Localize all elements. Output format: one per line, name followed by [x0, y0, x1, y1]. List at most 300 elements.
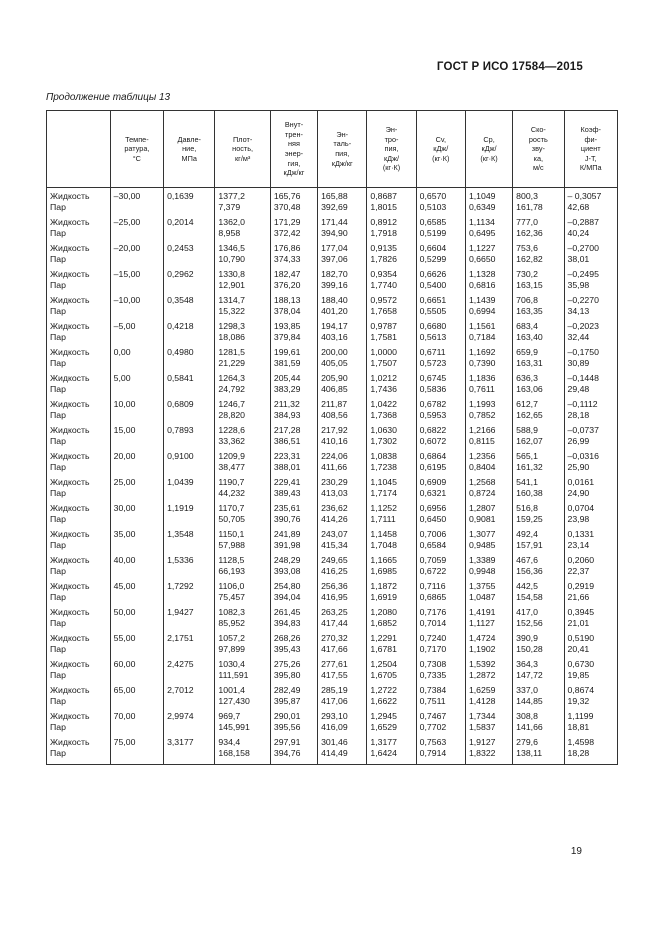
- cell-temp: [110, 527, 163, 553]
- column-header-line: Cp,: [483, 134, 495, 144]
- cell-value: 0,6711: [419, 347, 446, 357]
- cell-value: 1,1665: [370, 555, 397, 565]
- cell-phase: [47, 527, 111, 553]
- cell-value: Жидкость: [50, 581, 90, 591]
- cell-value: –0,1112: [567, 399, 598, 409]
- cell-pressure: [164, 709, 215, 735]
- cell-entropy: [367, 371, 416, 397]
- cell-value: 20,41: [567, 644, 590, 655]
- cell-value: 248,29: [273, 555, 301, 565]
- cell-cv: [416, 267, 465, 293]
- table-row: [47, 657, 618, 683]
- cell-value: –0,2495: [567, 269, 599, 279]
- cell-value: Жидкость: [50, 269, 90, 279]
- cell-value: Пар: [50, 410, 66, 421]
- column-header-line: фи-: [584, 134, 598, 144]
- cell-value: 0,5103: [419, 202, 447, 213]
- cell-value: 163,35: [516, 306, 543, 317]
- cell-value: 1,7436: [370, 384, 397, 395]
- cell-value: 188,13: [273, 295, 301, 305]
- cell-value: 1106,0: [218, 581, 245, 591]
- cell-value: 235,61: [273, 503, 301, 513]
- cell-cp: [465, 267, 512, 293]
- cell-value: 157,91: [516, 540, 543, 551]
- cell-value: 1,5837: [468, 722, 496, 733]
- cell-entropy: [367, 345, 416, 371]
- cell-value: 394,83: [273, 618, 301, 629]
- cell-jt: [564, 527, 617, 553]
- cell-value: 163,31: [516, 358, 543, 369]
- cell-sound: [513, 449, 564, 475]
- cell-value: 1,2080: [370, 607, 397, 617]
- cell-value: 0,9948: [468, 566, 496, 577]
- cell-value: Пар: [50, 540, 66, 551]
- cell-pressure: [164, 267, 215, 293]
- cell-sound: [513, 709, 564, 735]
- cell-cv: [416, 449, 465, 475]
- column-header-line: кг/м³: [234, 153, 251, 163]
- cell-phase: [47, 215, 111, 241]
- cell-value: 492,4: [516, 529, 538, 539]
- cell-enthalpy: [318, 293, 367, 319]
- table-row: [47, 709, 618, 735]
- cell-value: 0,5723: [419, 358, 447, 369]
- cell-phase: [47, 735, 111, 765]
- table-row: [47, 553, 618, 579]
- cell-entropy: [367, 397, 416, 423]
- cell-sound: [513, 293, 564, 319]
- column-header-line: пия,: [384, 144, 399, 154]
- cell-value: 0,7852: [468, 410, 496, 421]
- cell-temp: [110, 631, 163, 657]
- cell-entropy: [367, 501, 416, 527]
- cell-value: Пар: [50, 254, 66, 265]
- cell-jt: [564, 449, 617, 475]
- cell-sound: [513, 188, 564, 216]
- cell-value: 1,2807: [468, 503, 496, 513]
- cell-density: [215, 501, 270, 527]
- cell-sound: [513, 215, 564, 241]
- cell-value: 1,0838: [370, 451, 397, 461]
- cell-value: 0,7511: [419, 696, 446, 707]
- cell-value: 588,9: [516, 425, 538, 435]
- cell-enthalpy: [318, 657, 367, 683]
- cell-value: 0,6865: [419, 592, 447, 603]
- cell-value: 1,1049: [468, 191, 496, 201]
- cell-value: –10,00: [113, 295, 141, 305]
- cell-value: 0,8724: [468, 488, 496, 499]
- cell-cv: [416, 241, 465, 267]
- cell-density: [215, 397, 270, 423]
- cell-value: 254,80: [273, 581, 301, 591]
- cell-value: 391,98: [273, 540, 301, 551]
- cell-energy: [270, 267, 317, 293]
- cell-density: [215, 735, 270, 765]
- cell-value: Пар: [50, 384, 66, 395]
- cell-energy: [270, 657, 317, 683]
- column-header-line: няя: [288, 139, 300, 149]
- cell-value: 1,2945: [370, 711, 397, 721]
- cell-value: Пар: [50, 280, 66, 291]
- cell-entropy: [367, 683, 416, 709]
- cell-pressure: [164, 657, 215, 683]
- cell-pressure: [164, 345, 215, 371]
- cell-value: 1,1902: [468, 644, 496, 655]
- cell-phase: [47, 267, 111, 293]
- cell-value: Жидкость: [50, 685, 90, 695]
- column-header-line: ка,: [533, 153, 544, 163]
- cell-value: 0,9100: [167, 451, 194, 461]
- cell-enthalpy: [318, 709, 367, 735]
- cell-value: 1346,5: [218, 243, 245, 253]
- cell-value: 0,6909: [419, 477, 447, 487]
- cell-sound: [513, 527, 564, 553]
- column-header-line: Давле-: [177, 134, 201, 144]
- cell-value: 28,18: [567, 410, 590, 421]
- cell-temp: [110, 605, 163, 631]
- cell-value: 217,92: [321, 425, 348, 435]
- cell-value: Жидкость: [50, 711, 90, 721]
- cell-energy: [270, 215, 317, 241]
- cell-value: 1,0487: [468, 592, 496, 603]
- cell-value: 162,65: [516, 410, 543, 421]
- column-header-line: энер-: [284, 149, 304, 158]
- cell-temp: [110, 579, 163, 605]
- cell-value: 24,90: [567, 488, 590, 499]
- cell-value: 1,1439: [468, 295, 496, 305]
- cell-value: 0,8115: [468, 436, 495, 447]
- cell-value: Пар: [50, 514, 66, 525]
- cell-value: 1,2722: [370, 685, 397, 695]
- cell-density: [215, 241, 270, 267]
- cell-value: 1,8015: [370, 202, 397, 213]
- cell-value: 0,3548: [167, 295, 194, 305]
- cell-value: 25,90: [567, 462, 590, 473]
- cell-value: 659,9: [516, 347, 538, 357]
- cell-value: 1,6705: [370, 670, 397, 681]
- cell-value: 75,00: [113, 737, 136, 747]
- cell-value: 156,36: [516, 566, 543, 577]
- cell-pressure: [164, 293, 215, 319]
- cell-energy: [270, 631, 317, 657]
- column-header: [47, 111, 111, 188]
- cell-value: 0,9354: [370, 269, 397, 279]
- cell-value: 165,76: [273, 191, 301, 201]
- cell-value: –30,00: [113, 191, 141, 201]
- cell-value: 18,81: [567, 722, 590, 733]
- column-header-line: зву-: [531, 144, 545, 154]
- cell-value: 969,7: [218, 711, 241, 721]
- cell-value: 8,958: [218, 228, 241, 239]
- table-row: [47, 449, 618, 475]
- cell-enthalpy: [318, 371, 367, 397]
- cell-value: 0,7170: [419, 644, 447, 655]
- cell-value: 417,55: [321, 670, 348, 681]
- cell-sound: [513, 319, 564, 345]
- cell-value: 144,85: [516, 696, 543, 707]
- cell-cp: [465, 449, 512, 475]
- cell-value: 3,3177: [167, 737, 194, 747]
- cell-value: 394,90: [321, 228, 348, 239]
- cell-value: Жидкость: [50, 555, 90, 565]
- cell-value: 0,7563: [419, 737, 447, 747]
- cell-jt: [564, 735, 617, 765]
- cell-value: 1298,3: [218, 321, 245, 331]
- cell-value: Жидкость: [50, 477, 90, 487]
- cell-value: Жидкость: [50, 529, 90, 539]
- cell-value: 217,28: [273, 425, 301, 435]
- cell-phase: [47, 709, 111, 735]
- cell-value: Жидкость: [50, 659, 90, 669]
- cell-value: 0,3945: [567, 607, 595, 617]
- column-header-line: ность,: [232, 144, 254, 154]
- cell-value: 20,00: [113, 451, 136, 461]
- cell-value: 199,61: [273, 347, 301, 357]
- column-header-line: Cv,: [435, 134, 446, 144]
- column-header-line: К/МПа: [579, 163, 602, 173]
- cell-temp: [110, 319, 163, 345]
- cell-value: 1,3177: [370, 737, 397, 747]
- cell-value: 516,8: [516, 503, 538, 513]
- cell-value: 21,01: [567, 618, 590, 629]
- cell-value: 0,8404: [468, 462, 496, 473]
- cell-value: 394,04: [273, 592, 301, 603]
- cell-value: 28,820: [218, 410, 245, 421]
- cell-value: 1,3548: [167, 529, 194, 539]
- cell-value: 205,90: [321, 373, 348, 383]
- cell-value: 0,6604: [419, 243, 447, 253]
- cell-jt: [564, 683, 617, 709]
- cell-value: 934,4: [218, 737, 241, 747]
- cell-value: 29,48: [567, 384, 590, 395]
- cell-pressure: [164, 423, 215, 449]
- cell-cp: [465, 709, 512, 735]
- cell-value: Пар: [50, 306, 66, 317]
- cell-cp: [465, 501, 512, 527]
- cell-value: 706,8: [516, 295, 538, 305]
- cell-value: Пар: [50, 462, 66, 473]
- cell-jt: [564, 267, 617, 293]
- cell-value: 35,00: [113, 529, 136, 539]
- cell-sound: [513, 501, 564, 527]
- cell-value: 1,1993: [468, 399, 496, 409]
- cell-phase: [47, 501, 111, 527]
- cell-value: 0,7335: [419, 670, 447, 681]
- cell-value: 1001,4: [218, 685, 245, 695]
- cell-jt: [564, 709, 617, 735]
- cell-value: 0,6626: [419, 269, 447, 279]
- cell-value: 0,1331: [567, 529, 595, 539]
- cell-value: 0,4218: [167, 321, 194, 331]
- column-header: [513, 111, 564, 188]
- cell-value: 0,6809: [167, 399, 194, 409]
- cell-jt: [564, 657, 617, 683]
- cell-value: 1,2291: [370, 633, 397, 643]
- column-header-line: °С: [132, 153, 141, 163]
- cell-value: 0,6994: [468, 306, 496, 317]
- cell-value: 230,29: [321, 477, 348, 487]
- cell-enthalpy: [318, 605, 367, 631]
- cell-value: Пар: [50, 228, 66, 239]
- table-row: [47, 579, 618, 605]
- cell-value: 0,6680: [419, 321, 447, 331]
- cell-value: 279,6: [516, 737, 538, 747]
- cell-energy: [270, 527, 317, 553]
- cell-value: 285,19: [321, 685, 348, 695]
- cell-entropy: [367, 735, 416, 765]
- cell-value: 0,7116: [419, 581, 446, 591]
- table-row: [47, 293, 618, 319]
- cell-value: 1,3755: [468, 581, 496, 591]
- cell-value: Пар: [50, 202, 66, 213]
- cell-value: 1281,5: [218, 347, 245, 357]
- cell-value: 0,2014: [167, 217, 194, 227]
- cell-value: 243,07: [321, 529, 348, 539]
- cell-value: 1,1872: [370, 581, 397, 591]
- cell-value: 541,1: [516, 477, 538, 487]
- cell-jt: [564, 188, 617, 216]
- cell-value: Жидкость: [50, 399, 90, 409]
- cell-value: 0,5505: [419, 306, 447, 317]
- cell-value: 800,3: [516, 191, 538, 201]
- cell-value: 1,6781: [370, 644, 397, 655]
- cell-energy: [270, 188, 317, 216]
- cell-value: 1,3389: [468, 555, 496, 565]
- cell-value: 171,44: [321, 217, 348, 227]
- table-row: [47, 345, 618, 371]
- cell-temp: [110, 475, 163, 501]
- table-caption: Продолжение таблицы 13: [46, 92, 171, 103]
- cell-jt: [564, 423, 617, 449]
- cell-cv: [416, 683, 465, 709]
- cell-energy: [270, 605, 317, 631]
- cell-sound: [513, 267, 564, 293]
- cell-energy: [270, 319, 317, 345]
- cell-temp: [110, 371, 163, 397]
- cell-value: 1,1134: [468, 217, 495, 227]
- cell-value: 417,66: [321, 644, 348, 655]
- cell-value: 177,04: [321, 243, 348, 253]
- cell-cp: [465, 423, 512, 449]
- cell-value: 414,26: [321, 514, 348, 525]
- cell-value: –0,1750: [567, 347, 599, 357]
- cell-sound: [513, 553, 564, 579]
- cell-value: –0,2023: [567, 321, 599, 331]
- column-header-line: кДж/кг: [283, 168, 305, 178]
- cell-jt: [564, 501, 617, 527]
- cell-phase: [47, 345, 111, 371]
- cell-enthalpy: [318, 319, 367, 345]
- cell-phase: [47, 188, 111, 216]
- cell-value: 205,44: [273, 373, 301, 383]
- cell-value: 0,6450: [419, 514, 447, 525]
- cell-value: 229,41: [273, 477, 301, 487]
- cell-value: 1,7302: [370, 436, 397, 447]
- cell-value: 0,0161: [567, 477, 595, 487]
- column-header: [564, 111, 617, 188]
- cell-pressure: [164, 605, 215, 631]
- cell-entropy: [367, 215, 416, 241]
- cell-density: [215, 449, 270, 475]
- cell-value: 160,38: [516, 488, 543, 499]
- cell-value: Жидкость: [50, 607, 90, 617]
- cell-value: 0,5190: [567, 633, 595, 643]
- cell-value: Жидкость: [50, 191, 90, 201]
- cell-energy: [270, 683, 317, 709]
- cell-value: 200,00: [321, 347, 348, 357]
- cell-entropy: [367, 293, 416, 319]
- cell-value: 1,7344: [468, 711, 496, 721]
- cell-cp: [465, 683, 512, 709]
- cell-cp: [465, 215, 512, 241]
- cell-pressure: [164, 241, 215, 267]
- cell-value: 0,5841: [167, 373, 194, 383]
- cell-value: 1,1227: [468, 243, 496, 253]
- cell-value: 138,11: [516, 748, 543, 759]
- column-header-line: Плот-: [233, 134, 253, 144]
- cell-value: 0,5299: [419, 254, 447, 265]
- cell-value: 32,44: [567, 332, 590, 343]
- cell-value: 25,00: [113, 477, 136, 487]
- table-row: [47, 735, 618, 765]
- cell-density: [215, 345, 270, 371]
- column-header-line: МПа: [181, 153, 197, 163]
- column-header-line: Эн-: [336, 129, 349, 139]
- cell-value: 388,01: [273, 462, 301, 473]
- column-header-line: пия,: [335, 149, 350, 158]
- cell-value: 416,25: [321, 566, 348, 577]
- cell-value: 0,2060: [567, 555, 595, 565]
- cell-enthalpy: [318, 579, 367, 605]
- cell-value: 85,952: [218, 618, 245, 629]
- cell-cv: [416, 631, 465, 657]
- cell-energy: [270, 501, 317, 527]
- cell-value: 0,5613: [419, 332, 447, 343]
- cell-value: 403,16: [321, 332, 348, 343]
- cell-cv: [416, 188, 465, 216]
- cell-value: 1,7740: [370, 280, 397, 291]
- cell-pressure: [164, 735, 215, 765]
- cell-value: 263,25: [321, 607, 348, 617]
- cell-value: 1,2568: [468, 477, 496, 487]
- cell-value: 1082,3: [218, 607, 245, 617]
- cell-entropy: [367, 631, 416, 657]
- cell-value: 1330,8: [218, 269, 245, 279]
- cell-energy: [270, 735, 317, 765]
- cell-value: 1170,7: [218, 503, 245, 513]
- cell-cp: [465, 397, 512, 423]
- cell-value: 370,48: [273, 202, 301, 213]
- cell-value: 127,430: [218, 696, 250, 707]
- cell-value: –15,00: [113, 269, 141, 279]
- cell-value: 1,6529: [370, 722, 397, 733]
- cell-value: 236,62: [321, 503, 348, 513]
- cell-pressure: [164, 449, 215, 475]
- cell-value: 1,3077: [468, 529, 496, 539]
- cell-value: 417,06: [321, 696, 348, 707]
- column-header-line: циент: [580, 144, 601, 154]
- cell-value: 0,9135: [370, 243, 397, 253]
- cell-value: 1057,2: [218, 633, 245, 643]
- cell-enthalpy: [318, 735, 367, 765]
- cell-value: 0,6349: [468, 202, 496, 213]
- cell-value: 141,66: [516, 722, 543, 733]
- cell-density: [215, 267, 270, 293]
- cell-temp: [110, 345, 163, 371]
- cell-pressure: [164, 397, 215, 423]
- cell-cv: [416, 709, 465, 735]
- cell-enthalpy: [318, 475, 367, 501]
